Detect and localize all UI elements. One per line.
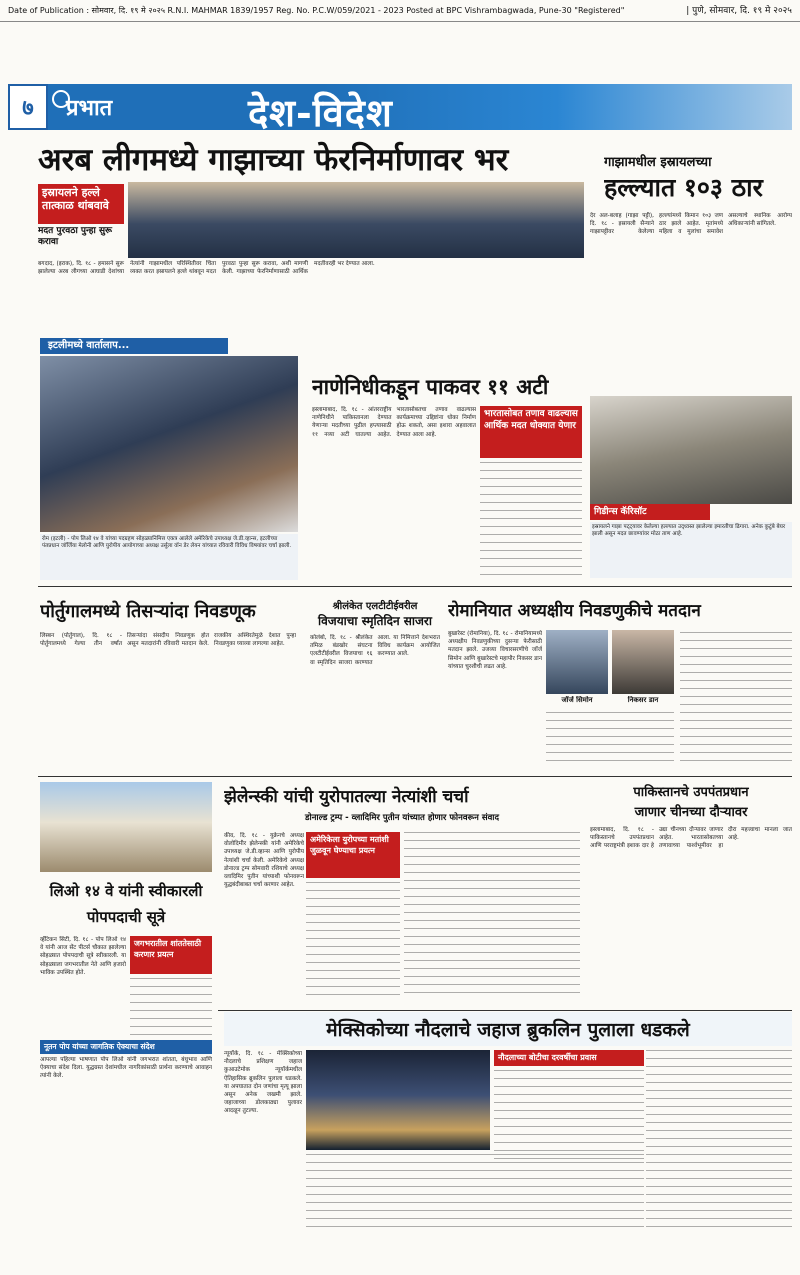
zelensky-subhead: डोनाल्ड ट्रम्प - व्लादिमिर पुतीन यांच्यात होणार फोनवरून संवाद xyxy=(304,813,500,823)
romania-body-continuation xyxy=(680,632,792,768)
portugal-headline: पोर्तुगालमध्ये तिसऱ्यांदा निवडणूक xyxy=(40,601,256,622)
lead-headline: अरब लीगमध्ये गाझाच्या फेरनिर्माणावर भर xyxy=(38,142,509,178)
section-title: देश-विदेश xyxy=(248,90,393,130)
pope-box-title: नूतन पोप यांच्या जागतिक ऐक्याचा संदेश xyxy=(40,1040,212,1054)
romania-body: बुखारेस्ट (रोमानिया), दि. १८ - रोमानियामध्ये अध्यक्षीय निवडणुकीच्या दुसऱ्या फेरीसाठी मतदान झाले. उजव्या विचारसरणीचे जॉर्ज सिमोन आणि बुखारेस्टचे महापौर निकसर डान यांच्यात चुरशीची लढत आहे. xyxy=(448,631,542,670)
italy-caption: रोम (इटली) - पोप लिओ १४ वे यांच्या पदग्रहण सोहळ्यानिमित्त एकत्र आलेले अमेरिकेचे उपाध्यक्ष जे.डी.व्हान्स, इटलीच्या पंतप्रधान जॉर्जिया मेलोनी आणि युरोपीय आयोगाच्या अध्यक्ष उर्सुला वॉन डेर लेयन यांच्यात रविवारी विविध विषयांवर चर्चा झाली. xyxy=(40,534,298,580)
divider xyxy=(38,776,792,777)
zelensky-headline: झेलेन्स्की यांची युरोपातल्या नेत्यांशी चर्चा xyxy=(224,787,469,807)
divider xyxy=(218,1010,792,1011)
romania-photo-2 xyxy=(612,630,674,694)
romania-name-2: निकसर डान xyxy=(627,696,659,704)
ship-photo xyxy=(306,1050,490,1150)
mexico-redbox: नौदलाच्या बोटीचा दरवर्षीचा प्रवास xyxy=(494,1050,644,1066)
dateline xyxy=(0,0,800,22)
lead-body: बगदाद, (इराक), दि. १८ - हमासने सुरू झालेल्या अरब लीगच्या आघाडी देशांच्या नेत्यांनी गाझामधील परिस्थितीवर चिंता व्यक्त करत इस्रायलने हल्ले थांबवून मदत पुरवठा पुन्हा सुरू करावा, अशी मागणी केली. गाझाच्या फेरनिर्माणासाठी आर्थिक मदतीवरही भर देण्यात आला. xyxy=(38,261,375,276)
lead-subhead: मदत पुरवठा पुन्हा सुरू करावा xyxy=(38,226,113,247)
romania-headline: रोमानियात अध्यक्षीय निवडणुकीचे मतदान xyxy=(448,601,701,621)
zelensky-body: कीव, दि. १८ - युक्रेनचे अध्यक्ष वोलोदिमीर झेलेन्स्की यांनी अमेरिकेचे उपाध्यक्ष जे.डी.व्हान्स आणि युरोपीय नेत्यांशी चर्चा केली. अमेरिकेचे अध्यक्ष डोनाल्ड ट्रम्प सोमवारी रशियाचे अध्यक्ष व्लादिमिर पुतीन यांच्याशी फोनवरून युद्धबंदीबाबत चर्चा करणार आहेत. xyxy=(224,833,304,889)
china-headline: जाणार चीनच्या दौऱ्यावर xyxy=(634,805,748,820)
pope-body: व्हॅटिकन सिटी, दि. १८ - पोप लिओ १४ वे यांनी आज सेंट पीटर्स चौकात झालेल्या सोहळ्यात पोपपदाची सूत्रे स्वीकारली. या सोहळ्याला जगभरातील नेते आणि हजारो भाविक उपस्थित होते. xyxy=(40,937,126,976)
imf-redbox: भारतासोबत तणाव वाढल्यास आर्थिक मदत धोक्यात येणार xyxy=(480,406,582,458)
mexico-headline: मेक्सिकोच्या नौदलाचे जहाज ब्रुकलिन पुलाला धडकले xyxy=(326,1019,690,1041)
dateline-right: | पुणे, सोमवार, दि. १९ मे २०२५ xyxy=(686,6,792,16)
gaza-kicker: गाझामधील इस्रायलच्या xyxy=(604,155,712,170)
dateline-left: Date of Publication : सोमवार, दि. १९ मे २०२५ R.N.I. MAHMAR 1839/1957 Reg. No. P.C.W/059/2021 - 2023 Posted at BPC Vishrambagwada, Pune-30 "Registered" xyxy=(8,6,625,15)
pope-photo xyxy=(40,782,212,872)
italy-strip: इटलीमध्ये वार्तालाप... xyxy=(40,338,228,354)
imf-body-continuation xyxy=(480,462,582,578)
china-kicker: पाकिस्तानचे उपपंतप्रधान xyxy=(633,785,749,800)
logo: प्रभात xyxy=(66,96,113,121)
portugal-body: लिस्बन (पोर्तुगाल), दि. १८ - पोर्तुगालमध्ये गेल्या तीन वर्षांत तिसऱ्यांदा संसदीय निवडणूक होत असून मतदारांनी रविवारी मतदान केले. राजकीय अस्थिरतेमुळे देशात पुन्हा निवडणुका घ्याव्या लागल्या आहेत. xyxy=(40,633,296,648)
divider xyxy=(38,586,792,587)
romania-photo-1 xyxy=(546,630,608,694)
china-body: इस्लामाबाद, दि. १८ - पाकिस्तानचे उपपंतप्रधान आणि परराष्ट्रमंत्री इशाक दार हे उद्या चीनच्या दौऱ्यावर जाणार आहेत. भारतासोबतच्या तणावाच्या पार्श्वभूमीवर हा दौरा महत्त्वाचा मानला जात आहे. xyxy=(590,827,792,850)
mexico-box-text xyxy=(494,1070,644,1160)
romania-body-lower xyxy=(546,712,674,768)
arab-league-photo xyxy=(128,182,584,258)
imf-body-a: इस्लामाबाद, दि. १८ - आंतरराष्ट्रीय नाणेनिधीने पाकिस्तानला देण्यात येणाऱ्या मदतीच्या पुढील हप्त्यासाठी ११ नव्या अटी घातल्या आहेत. भारतासोबतचा तणाव वाढल्यास कार्यक्रमाच्या उद्दिष्टांना धोका निर्माण होऊ शकतो, असा इशारा अहवालात देण्यात आला आहे. xyxy=(312,407,476,438)
zelensky-redbox: अमेरिकेला युरोपच्या मतांशी जुळवून घेण्याचा प्रयत्न xyxy=(306,832,400,878)
gaza-photo-caption: इस्रायलने गाझा पट्ट्यावर केलेल्या हल्ल्यात उद्ध्वस्त झालेल्या इमारतीचा ढिगारा. अनेक कुटुंबे बेघर झाली असून मदत छावण्यांवर मोठा ताण आहे. xyxy=(590,522,792,578)
italy-photo xyxy=(40,356,298,532)
lead-redbox: इस्रायलने हल्ले तात्काळ थांबवावे xyxy=(38,184,124,224)
pope-body-continuation xyxy=(130,978,212,1036)
pope-box-body: आपल्या पहिल्या भाषणात पोप लिओ यांनी जगभरात शांतता, बंधुभाव आणि ऐक्याचा संदेश दिला. युद्धग्रस्त देशांमधील नागरिकांसाठी प्रार्थना करण्याचे आवाहन त्यांनी केले. xyxy=(40,1057,212,1080)
section-header xyxy=(8,84,792,130)
header-band xyxy=(8,84,792,130)
srilanka-headline: विजयाचा स्मृतिदिन साजरा xyxy=(318,614,432,628)
mexico-body-lower xyxy=(306,1154,644,1228)
srilanka-kicker: श्रीलंकेत एलटीटीईवरील xyxy=(332,601,418,612)
pope-redbox: जगभरातील शांततेसाठी करणार प्रयत्न xyxy=(130,936,212,974)
mexico-body: न्यूयॉर्क, दि. १८ - मेक्सिकोच्या नौदलाचे प्रशिक्षण जहाज कुआउटेमोक न्यूयॉर्कमधील ऐतिहासिक ब्रुकलिन पुलाला धडकले. या अपघातात दोन जणांचा मृत्यू झाला असून अनेक जखमी झाले. जहाजाच्या डोलकाठ्या पुलावर आदळून तुटल्या. xyxy=(224,1051,302,1115)
imf-headline: नाणेनिधीकडून पाकवर ११ अटी xyxy=(312,374,549,399)
gaza-photo-label: गिडीन्स कॅरिसॉट xyxy=(590,504,710,520)
zelensky-body-more xyxy=(404,832,580,1000)
pope-headline: लिओ १४ वे यांनी स्वीकारली पोपपदाची सूत्रे xyxy=(49,882,203,926)
romania-name-1: जॉर्ज सिमोन xyxy=(561,696,593,704)
gaza-rubble-photo xyxy=(590,396,792,504)
page-number: ७ xyxy=(8,84,48,130)
srilanka-body: कोलंबो, दि. १८ - श्रीलंकेत तमिळ बंडखोर संघटना एलटीटीईवरील विजयाचा १६ वा स्मृतिदिन साजरा करण्यात आला. या निमित्ताने देशभरात विविध कार्यक्रम आयोजित करण्यात आले. xyxy=(310,635,440,666)
gaza-body: देर अल-बलाह (गाझा पट्टी), दि. १८ - इस्रायली सैन्याने गाझापट्टीवर केलेल्या हल्ल्यांमध्ये किमान १०३ जण ठार झाले आहेत. मृतांमध्ये महिला व मुलांचा समावेश असल्याचे स्थानिक आरोग्य अधिकाऱ्यांनी सांगितले. xyxy=(590,213,792,236)
mexico-body-right xyxy=(646,1050,792,1228)
zelensky-body-continuation xyxy=(306,882,400,1000)
gaza-headline: हल्ल्यात १०३ ठार xyxy=(604,173,763,202)
